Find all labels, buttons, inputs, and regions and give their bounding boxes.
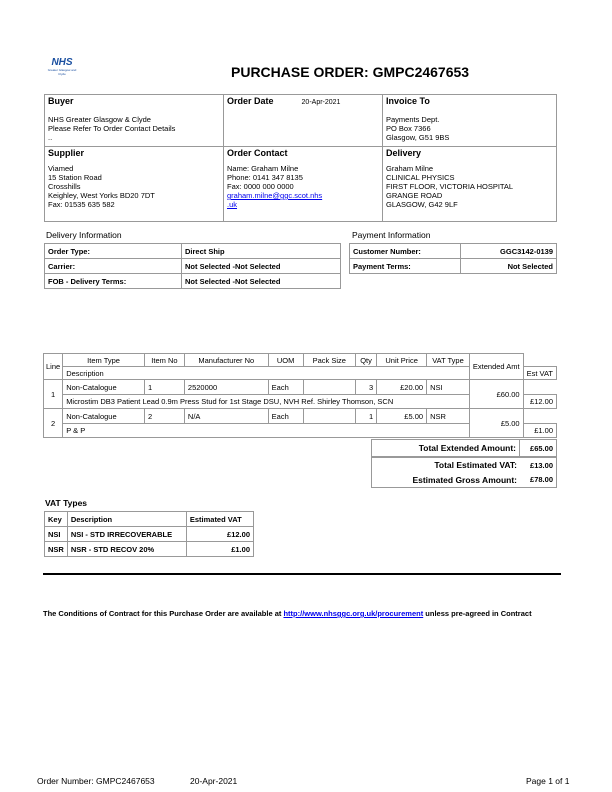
totals-table: Total Extended Amount: £65.00	[371, 439, 557, 457]
table-row: 1 Non-Catalogue 1 2520000 Each 3 £20.00 NSI £60.00	[44, 380, 557, 395]
footer-page-number: Page 1 of 1	[526, 776, 570, 786]
procurement-link[interactable]: http://www.nhsggc.org.uk/procurement	[283, 609, 424, 618]
table-row: 2 Non-Catalogue 2 N/A Each 1 £5.00 NSR £5.00	[44, 409, 557, 424]
nhs-logo: NHS Greater Glasgow and Clyde	[47, 57, 77, 76]
line-items-table: Line Item Type Item No Manufacturer No UOM Pack Size Qty Unit Price VAT Type Extended Amt Description Est VAT 1 Non-Catalogue 1 2520000 Each 3 £20.00 NSI £60.00 Microstim DB3 Patient Lead 0.9m Press Stud for 1st Stage DSU, NVH Ref. Shirley Thomson, SCN £12.00 2 Non-Catalogue 2 N/A Each 1 £5.00 NSR £5.00 P & P £1.00	[43, 353, 557, 438]
totals-vat-table: Total Estimated VAT: £13.00 Estimated Gross Amount: £78.00	[371, 457, 557, 488]
order-contact-cell: Order Contact Name: Graham Milne Phone: 0141 347 8135 Fax: 0000 000 0000 graham.milne@ggc.scot.nhs .uk	[224, 147, 383, 222]
conditions-text: The Conditions of Contract for this Purchase Order are available at http://www.nhsggc.org.uk/procurement unless pre-agreed in Contract	[43, 609, 532, 618]
footer-date: 20-Apr-2021	[190, 776, 238, 786]
header-table	[44, 94, 557, 222]
footer-order-number: Order Number: GMPC2467653	[37, 776, 155, 786]
delivery-cell: Delivery Graham Milne CLINICAL PHYSICS FIRST FLOOR, VICTORIA HOSPITAL GRANGE ROAD GLASGOW, G42 9LF	[383, 147, 557, 222]
order-date-cell: Order Date 20-Apr-2021	[224, 95, 383, 147]
delivery-info-title: Delivery Information	[46, 230, 122, 240]
supplier-cell: Supplier Viamed 15 Station Road Crosshills Keighley, West Yorks BD20 7DT Fax: 01535 635 582	[45, 147, 224, 222]
contact-email-link[interactable]: graham.milne@ggc.scot.nhs	[227, 191, 323, 200]
invoice-to-cell: Invoice To Payments Dept. PO Box 7366 Glasgow, G51 9BS	[383, 95, 557, 147]
payment-info-table: Customer Number: GGC3142-0139 Payment Terms: Not Selected	[349, 243, 557, 274]
buyer-cell: Buyer NHS Greater Glasgow & Clyde Please Refer To Order Contact Details ..	[45, 95, 224, 147]
divider	[43, 573, 561, 575]
page-title: PURCHASE ORDER: GMPC2467653	[231, 64, 470, 80]
payment-info-title: Payment Information	[352, 230, 431, 240]
delivery-info-table: Order Type: Direct Ship Carrier: Not Selected -Not Selected FOB - Delivery Terms: Not Selected -Not Selected	[44, 243, 341, 289]
vat-types-title: VAT Types	[45, 498, 88, 508]
contact-email-link-cont[interactable]: .uk	[227, 200, 238, 209]
vat-types-table: Key Description Estimated VAT NSI NSI - STD IRRECOVERABLE £12.00 NSR NSR - STD RECOV 20% £1.00	[44, 511, 254, 557]
